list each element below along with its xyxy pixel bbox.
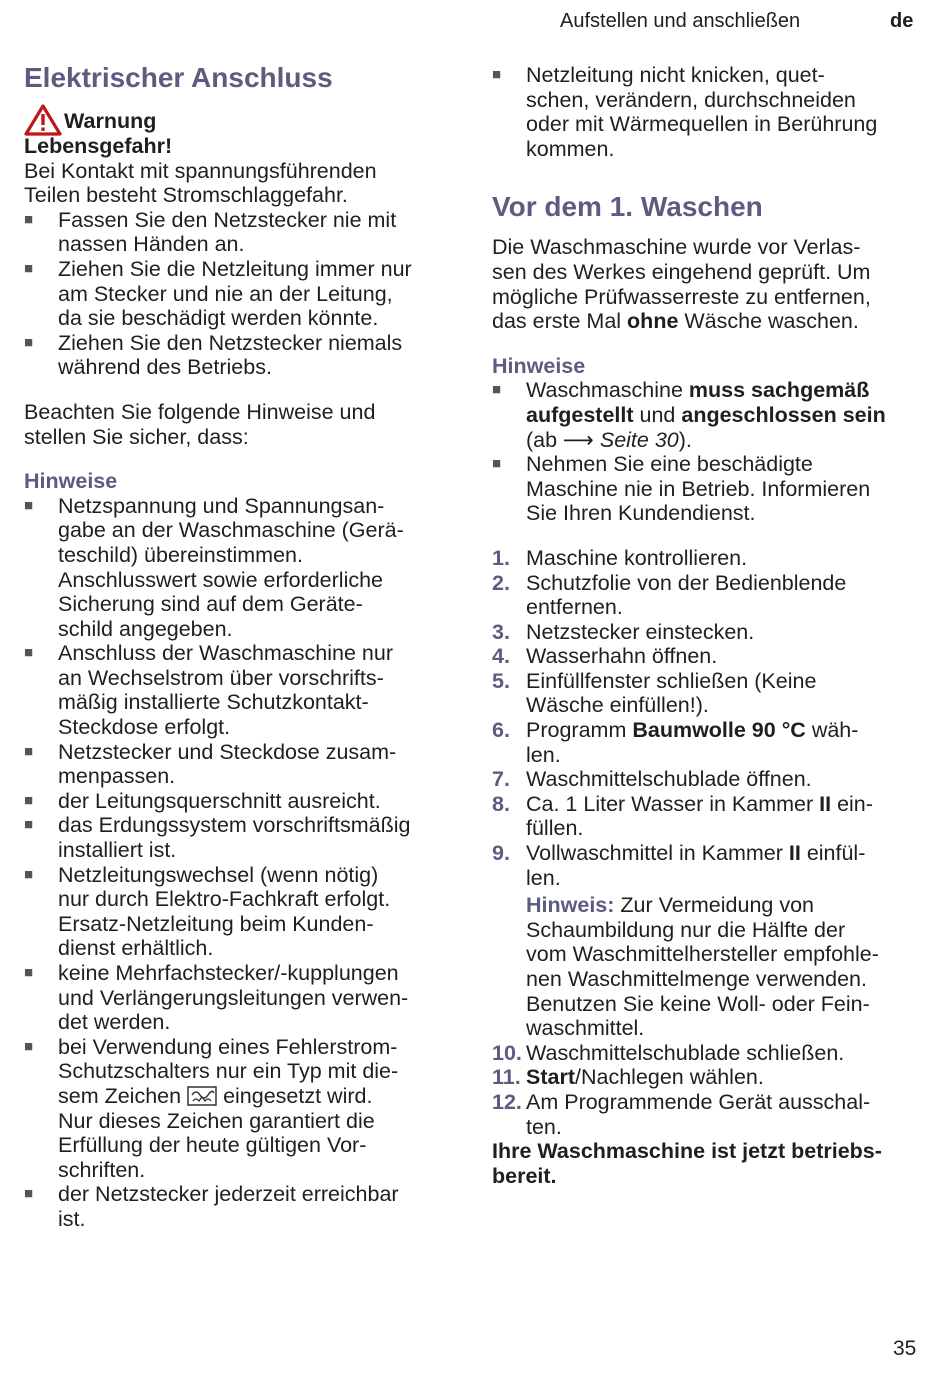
bullet-square-icon: ■: [492, 66, 502, 83]
continued-bullet-list: [492, 63, 922, 161]
bullet-square-icon: ■: [492, 381, 502, 399]
list-item: ■ bei Verwendung eines Fehlerstrom- Schutzschalters nur ein Typ mit die- sem Zeichen eingesetzt wird. Nur dieses Zeichen garantiert die Erfüllung der heute gültigen Vor- schriften.: [24, 1034, 399, 1182]
list-item: ■ Waschmaschine muss sachgemäß aufgestellt und angeschlossen sein (ab ⟶ Seite 30).: [492, 378, 886, 452]
page-reference-link[interactable]: Seite 30: [599, 427, 679, 452]
bullet-square-icon: ■: [24, 742, 34, 760]
bullet-square-icon: ■: [24, 816, 34, 834]
steps-list: [492, 546, 922, 1139]
bullet-square-icon: ■: [24, 496, 34, 514]
bullet-square-icon: ■: [24, 865, 34, 883]
list-item: ■ Ziehen Sie die Netzleitung immer nur am Stecker und nie an der Leitung, da sie beschädigt werden könnte.: [24, 256, 412, 331]
list-item: ■ Anschluss der Waschmaschine nur an Wechselstrom über vorschrifts- mäßig installierte Schutzkontakt- Steckdose erfolgt.: [24, 641, 393, 740]
step-item: 12. Am Programmende Gerät ausschal- ten.: [492, 1089, 871, 1139]
step-item: 6. Programm Baumwolle 90 °C wäh- len.: [492, 718, 859, 767]
warning-triangle-icon: [24, 104, 62, 136]
intro-line-3: mögliche Prüfwasserreste zu entfernen,: [492, 284, 871, 309]
intro-line-4: das erste Mal ohne Wäsche waschen.: [492, 309, 859, 334]
bullet-square-icon: ■: [492, 455, 502, 473]
header-section-title: Aufstellen und anschließen: [560, 10, 801, 32]
notes-list-right: [492, 378, 922, 526]
list-item: ■ Netzstecker und Steckdose zusam- menpassen.: [24, 739, 397, 789]
page-number: 35: [893, 1337, 917, 1360]
right-column: [492, 63, 922, 1188]
warning-heading: [24, 104, 454, 134]
left-column: [24, 60, 454, 1232]
list-item: ■ Fassen Sie den Netzstecker nie mit nassen Händen an.: [24, 207, 397, 257]
header-language-code: de: [890, 10, 914, 32]
step-item: 1. Maschine kontrollieren.: [492, 545, 748, 570]
section-title-electrical: Elektrischer Anschluss: [24, 62, 333, 93]
intro-line-2: sen des Werkes eingehend geprüft. Um: [492, 259, 871, 284]
step-item: 10. Waschmittelschublade schließen.: [492, 1040, 845, 1065]
warning-label: Warnung: [64, 109, 157, 134]
step-item: 9. Vollwaschmittel in Kammer II einfül- len. Hinweis: Zur Vermeidung von Schaumbildung nur die Hälfte der vom Waschmittelhersteller empfohle- nen Waschmittelmenge verwenden. Benutzen Sie keine Woll- oder Fein- waschmittel.: [492, 841, 922, 1041]
final-statement-line-2: bereit.: [492, 1163, 557, 1188]
step-note: Hinweis: Zur Vermeidung von: [526, 893, 814, 918]
final-statement-line-1: Ihre Waschmaschine ist jetzt betriebs-: [492, 1139, 882, 1164]
step-item: 7. Waschmittelschublade öffnen.: [492, 767, 812, 792]
list-item: ■ der Netzstecker jederzeit erreichbar ist.: [24, 1182, 399, 1231]
section-title-first-wash: Vor dem 1. Waschen: [492, 191, 763, 223]
list-item: ■ Netzspannung und Spannungsan- gabe an der Waschmaschine (Gerä- teschild) übereinstimmen. Anschlusswert sowie erforderliche Sicherung sind auf dem Geräte- schild angegeben.: [24, 493, 404, 641]
step-item: 5. Einfüllfenster schließen (Keine Wäsche einfüllen!).: [492, 668, 817, 718]
list-item: ■ Netzleitung nicht knicken, quet- schen, verändern, durchschneiden oder mit Wärmequellen in Berührung kommen.: [492, 63, 878, 161]
bullet-square-icon: ■: [24, 210, 34, 228]
danger-text: Lebensgefahr!: [24, 134, 173, 158]
rcd-type-symbol-icon: [187, 1086, 217, 1106]
notes-heading-left: Hinweise: [24, 469, 118, 494]
list-item: ■ Ziehen Sie den Netzstecker niemals während des Betriebs.: [24, 330, 403, 380]
paragraph-line-2: stellen Sie sicher, dass:: [24, 424, 249, 449]
step-item: 3. Netzstecker einstecken.: [492, 619, 755, 644]
notes-heading-right: Hinweise: [492, 353, 586, 378]
step-item: 2. Schutzfolie von der Bedienblende entfernen.: [492, 570, 847, 620]
safety-bullet-list: [24, 208, 454, 380]
step-item: 11. Start/Nachlegen wählen.: [492, 1065, 764, 1090]
bullet-square-icon: ■: [24, 1037, 34, 1055]
list-item: ■ das Erdungssystem vorschriftsmäßig installiert ist.: [24, 813, 411, 863]
step-item: 4. Wasserhahn öffnen.: [492, 644, 718, 669]
bullet-square-icon: ■: [24, 333, 34, 351]
list-item: ■ Nehmen Sie eine beschädigte Maschine nie in Betrieb. Informieren Sie Ihren Kundendienst.: [492, 452, 871, 526]
notes-list-left: [24, 494, 454, 1232]
bullet-square-icon: ■: [24, 791, 34, 809]
intro-line-1: Die Waschmaschine wurde vor Verlas-: [492, 235, 861, 260]
bullet-square-icon: ■: [24, 644, 34, 662]
list-item: ■ Netzleitungswechsel (wenn nötig) nur durch Elektro-Fachkraft erfolgt. Ersatz-Netzleitung beim Kunden- dienst erhältlich.: [24, 862, 391, 961]
bullet-square-icon: ■: [24, 964, 34, 981]
bullet-square-icon: ■: [24, 1185, 34, 1203]
intro-line-1: Bei Kontakt mit spannungsführenden: [24, 158, 377, 183]
bullet-square-icon: ■: [24, 259, 34, 277]
list-item: ■ der Leitungsquerschnitt ausreicht.: [24, 788, 381, 813]
note-label: Hinweis:: [526, 893, 615, 918]
step-item: 8. Ca. 1 Liter Wasser in Kammer II ein- füllen.: [492, 791, 873, 841]
paragraph-line-1: Beachten Sie folgende Hinweise und: [24, 399, 376, 424]
list-item: ■ keine Mehrfachstecker/-kupplungen und Verlängerungsleitungen verwen- det werden.: [24, 961, 409, 1035]
intro-line-2: Teilen besteht Stromschlaggefahr.: [24, 183, 348, 208]
